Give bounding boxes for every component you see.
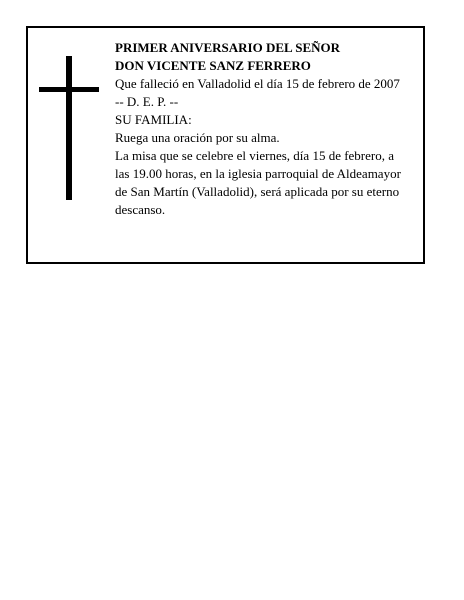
notice-text	[115, 39, 415, 219]
notice-heading: PRIMER ANIVERSARIO DEL SEÑOR	[115, 40, 341, 55]
deceased-name: DON VICENTE SANZ FERRERO	[115, 58, 311, 73]
prayer-request: Ruega una oración por su alma.	[115, 130, 280, 145]
cross-vertical-bar	[66, 56, 72, 200]
cross-icon	[39, 56, 99, 200]
mass-text-line-3: de San Martín (Valladolid), será aplicada por su eterno	[115, 184, 400, 199]
mass-text-line-4: descanso.	[115, 202, 166, 217]
cross-horizontal-bar	[39, 87, 99, 92]
obituary-notice	[26, 26, 425, 264]
mass-text-line-2: las 19.00 horas, en la iglesia parroquial de Aldeamayor	[115, 166, 401, 181]
rip-line: -- D. E. P. --	[115, 94, 179, 109]
family-label: SU FAMILIA:	[115, 112, 192, 127]
mass-text-line-1: La misa que se celebre el viernes, día 15 de febrero, a	[115, 148, 395, 163]
death-date-line: Que falleció en Valladolid el día 15 de febrero de 2007	[115, 76, 400, 91]
